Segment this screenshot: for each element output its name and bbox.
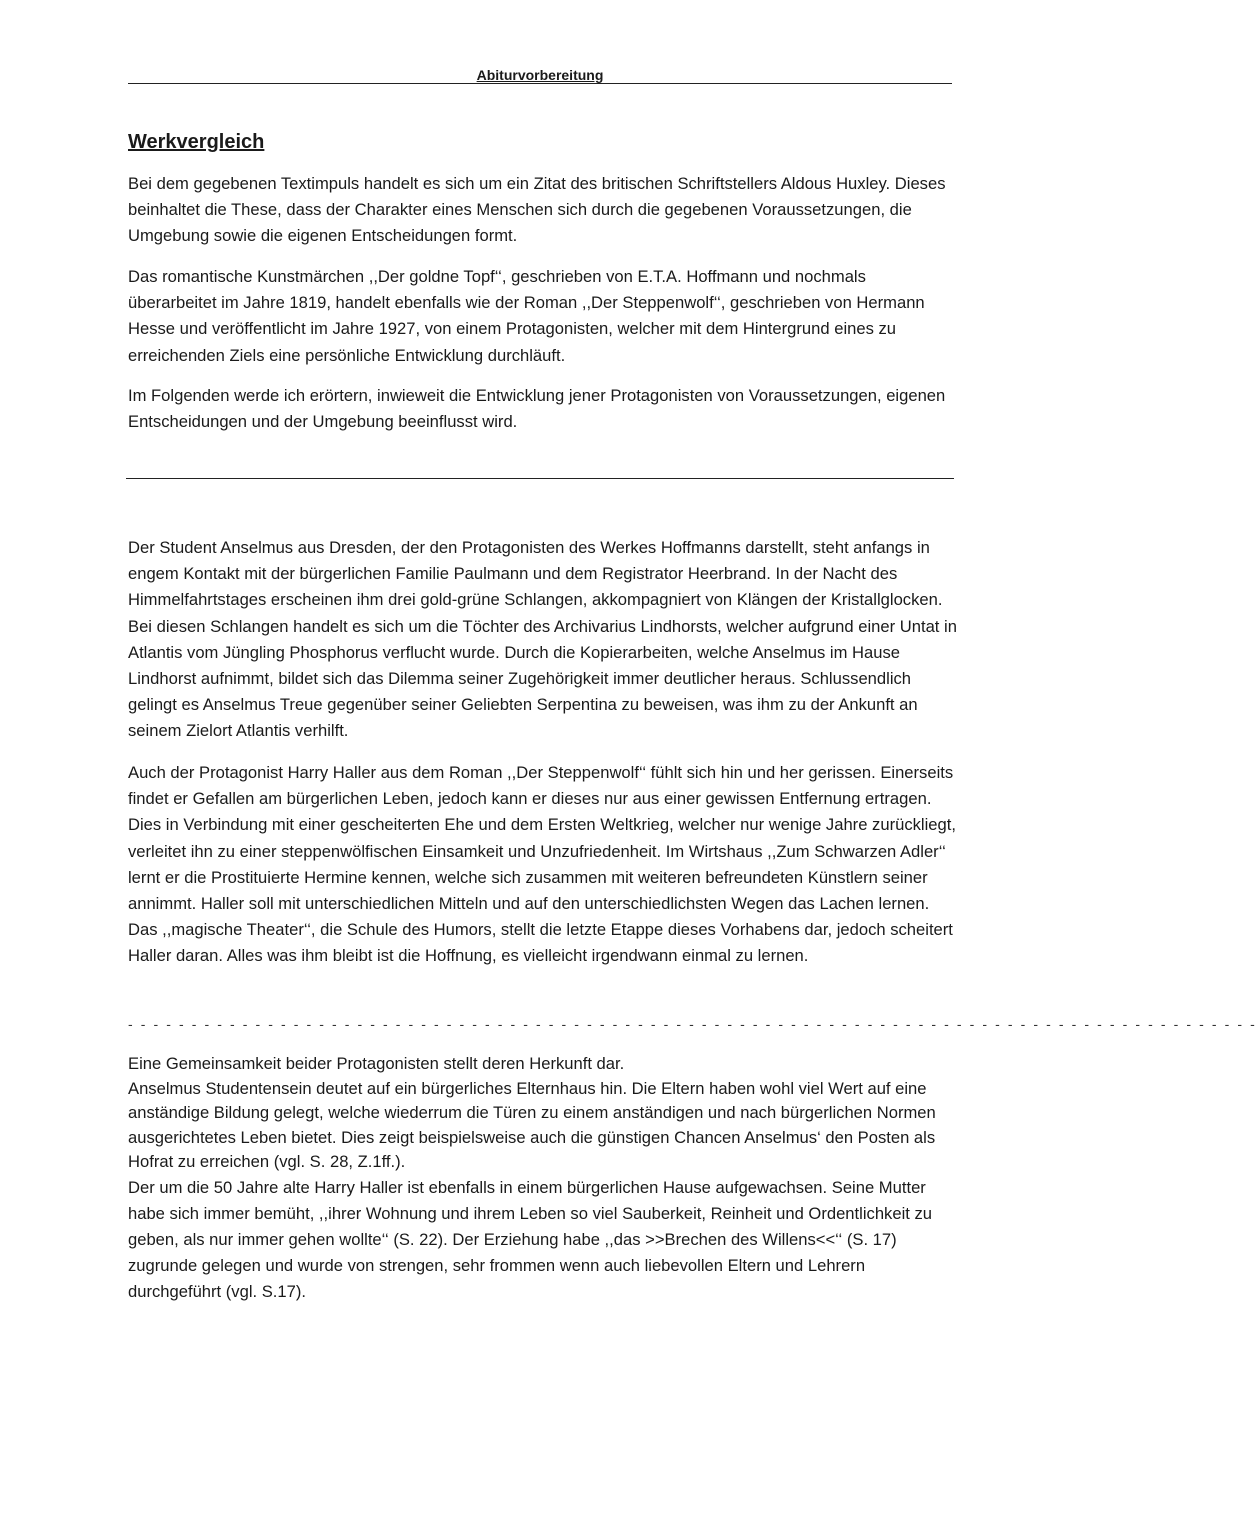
comparison-block (128, 1052, 958, 1306)
intro-text-2: Das romantische Kunstmärchen ,,Der goldne Topf‘‘, geschrieben von E.T.A. Hoffmann und nochmals überarbeitet im Jahre 1819, handelt ebenfalls wie der Roman ,,Der Steppenwolf‘‘, geschrieben von Hermann Hesse und veröffentlicht im Jahre 1927, von einem Protagonisten, welcher mit dem Hintergrund eines zu erreichenden Ziels eine persönliche Entwicklung durchläuft. (128, 267, 925, 365)
intro-text-1: Bei dem gegebenen Textimpuls handelt es sich um ein Zitat des britischen Schriftstellers Aldous Huxley. Dieses beinhaltet die These, dass der Charakter eines Menschen sich durch die gegebenen Voraussetzungen, die Umgebung sowie die eigenen Entscheidungen formt. (128, 174, 946, 246)
page-header (128, 66, 952, 84)
section-divider (126, 478, 954, 479)
header-rule (128, 83, 952, 84)
intro-paragraph-2 (128, 264, 958, 369)
summary-text-haller: Auch der Protagonist Harry Haller aus dem Roman ,,Der Steppenwolf‘‘ fühlt sich hin und her gerissen. Einerseits findet er Gefallen am bürgerlichen Leben, jedoch kann er dieses nur aus einer gewissen Entfernung ertragen. Dies in Verbindung mit einer gescheiterten Ehe und dem Ersten Weltkrieg, welcher nur wenige Jahre zurückliegt, verleitet ihn zu einer steppenwölfischen Einsamkeit und Unzufriedenheit. Im Wirtshaus ,,Zum Schwarzen Adler‘‘ lernt er die Prostituierte Hermine kennen, welche sich zusammen mit weiteren befreundeten Künstlern seiner annimmt. Haller soll mit unterschiedlichen Mitteln und auf den unterschiedlichsten Wegen das Lachen lernen. Das ,,magische Theater‘‘, die Schule des Humors, stellt die letzte Etappe dieses Vorhabens dar, jedoch scheitert Haller daran. Alles was ihm bleibt ist die Hoffnung, es vielleicht irgendwann einmal zu lernen. (128, 763, 956, 966)
comparison-haller: Der um die 50 Jahre alte Harry Haller ist ebenfalls in einem bürgerlichen Hause aufgewachsen. Seine Mutter habe sich immer bemüht, ,,ihrer Wohnung und ihrem Leben so viel Sauberkeit, Reinheit und Ordentlichkeit zu geben, als nur immer gehen wollte‘‘ (S. 22). Der Erziehung habe ,,das >>Brechen des Willens<<‘‘ (S. 17) zugrunde gelegen und wurde von strengen, sehr frommen wenn auch liebevollen Eltern und Lehrern durchgeführt (vgl. S.17). (128, 1177, 933, 1302)
summary-paragraph-haller (128, 760, 958, 970)
header-title: Abiturvorbereitung (476, 67, 604, 83)
summary-text-anselmus: Der Student Anselmus aus Dresden, der den Protagonisten des Werkes Hoffmanns darstellt, steht anfangs in engem Kontakt mit der bürgerlichen Familie Paulmann und dem Registrator Heerbrand. In der Nacht des Himmelfahrtstages erscheinen ihm drei gold-grüne Schlangen, akkompagniert von Klängen der Kristallglocken. Bei diesen Schlangen handelt es sich um die Töchter des Archivarius Lindhorsts, welcher aufgrund einer Untat in Atlantis vom Jüngling Phosphorus verflucht wurde. Durch die Kopierarbeiten, welche Anselmus im Hause Lindhorst aufnimmt, bildet sich das Dilemma seiner Zugehörigkeit immer deutlicher heraus. Schlussendlich gelingt es Anselmus Treue gegenüber seiner Geliebten Serpentina zu beweisen, was ihm zu der Ankunft an seinem Zielort Atlantis verhilft. (128, 538, 957, 741)
intro-paragraph-1 (128, 171, 958, 250)
section-title: Werkvergleich (128, 131, 265, 153)
summary-paragraph-anselmus (128, 535, 958, 745)
dashed-divider: - - - - - - - - - - - - - - - - - - - - - - - - - - - - - - - - - - - - - - - - - - - - - - - - - - - - - - - - - - - - - - - - - - - - - - - - - - - - - - - - - - - - - - - - - (128, 1016, 1257, 1032)
comparison-anselmus: Anselmus Studentensein deutet auf ein bürgerliches Elternhaus hin. Die Eltern haben wohl viel Wert auf eine anständige Bildung gelegt, welche wiederrum die Türen zu einem anständigen und nach bürgerlichen Normen ausgerichtetes Leben bietet. Dies zeigt beispielsweise auch die günstigen Chancen Anselmus‘ den Posten als Hofrat zu erreichen (vgl. S. 28, Z.1ff.). (128, 1078, 936, 1171)
intro-text-3: Im Folgenden werde ich erörtern, inwieweit die Entwicklung jener Protagonisten von Voraussetzungen, eigenen Entscheidungen und der Umgebung beeinflusst wird. (128, 386, 946, 432)
intro-paragraph-3 (128, 383, 958, 435)
comparison-intro-line: Eine Gemeinsamkeit beider Protagonisten stellt deren Herkunft dar. (128, 1054, 625, 1073)
